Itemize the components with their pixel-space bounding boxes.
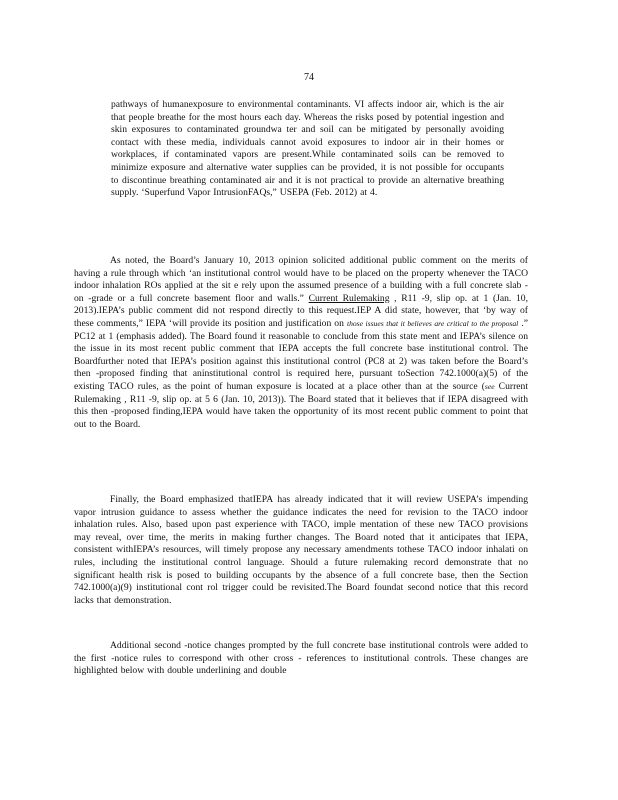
paragraph-text: , R11 -9, slip op. at 5 6 (Jan. 10, 2013)). The Board stated that it believes that if IEPA disagreed with this then -proposed finding,IEPA would have taken the opportunity of its most recent public comment to point that out to the Board. [74, 393, 528, 430]
paragraph-text: Finally, the Board emphasized thatIEPA has already indicated that it will review USEPA’s impending vapor intrusion guidance to assess whether the guidance indicates the need for revision to the TACO indoor inhalation rules. Also, based upon past experience with TACO, imple mentation of these new TACO provisions may reveal, over time, the merits in making further changes. The Board noted that it anticipates that IEPA, consistent withIEPA’s resources, will timely propose any necessary amendments tothese TACO indoor inhalati on rules, including the institutional control language. Should a future rulemaking record demonstrate that no significant health risk is posed to building occupants by the absence of a full concrete base, then the Section 742.1000(a)(9) institutional cont rol trigger could be revisited.The Board foundat second notice that this record lacks that demonstration. [74, 494, 528, 606]
paragraph-text: Additional second -notice changes prompted by the full concrete base institutional controls were added to the first -notice rules to correspond with other cross - references to institutional controls. These changes are highlighted below with double underlining and double [74, 640, 528, 677]
block-quote: pathways of humanexposure to environmental contaminants. VI affects indoor air, which is the air that people breathe for the most hours each day. Whereas the risks posed by potential ingestion and skin exposures to contaminated groundwa ter and soil can be mitigated by personally avoiding contact with these media, individuals cannot avoid exposures to indoor air in their homes or workplaces, if contaminated vapors are present.While contaminated soils can be removed to minimize exposure and alternative water supplies can be provided, it is not possible for occupants to discontinue breathing contaminated air and it is not practical to provide an alternative breathing supply. ‘Superfund Vapor IntrusionFAQs,” USEPA (Feb. 2012) at 4. [111, 99, 504, 199]
paragraph-text: , R11 -9, slip op. at 1 (Jan. 10, 2013).IEPA’s public comment did not respond directly to this request.IEP A did state, however, that ‘by way of these comments,” IEPA ‘will provide its position and justification on [74, 292, 529, 329]
page-number: 74 [304, 72, 314, 83]
paragraph-text: .” PC12 at 1 (emphasis added). The Board found it reasonable to conclude from this state ment and IEPA’s silence on the issue in its most recent public comment that IEPA accepts the full concrete base institutional control. The Boardfurther noted that IEPA’s position against this institutional control (PC8 at 2) was taken before the Board’s then -proposed finding that aninstitutional control is required here, pursuant toSection 742.1000(a)(5) of the existing TACO rules, as the point of human exposure is located at a place other than at the source ( [74, 317, 529, 392]
citation-current-rulemaking: Current Rulemaking [308, 292, 390, 304]
paragraph-text: As noted, the Board’s January 10, 2013 opinion solicited additional public comment on the merits of having a rule through which ‘an institutional control would have to be placed on the property whenever the TACO indoor inhalation ROs applied at the sit e rely upon the assumed presence of a building with a full concrete slab -on -grade or a full concrete basement floor and walls.” [74, 255, 528, 304]
emphasized-quote: those issues that it believes are critical to the proposal [346, 318, 519, 328]
paragraph-finally [74, 494, 528, 607]
paragraph-additional-changes [74, 640, 528, 678]
paragraph-board-opinion [74, 255, 528, 431]
see-signal: see [484, 381, 495, 391]
citation-current-rulemaking-2: Current Rulemaking [74, 380, 528, 405]
